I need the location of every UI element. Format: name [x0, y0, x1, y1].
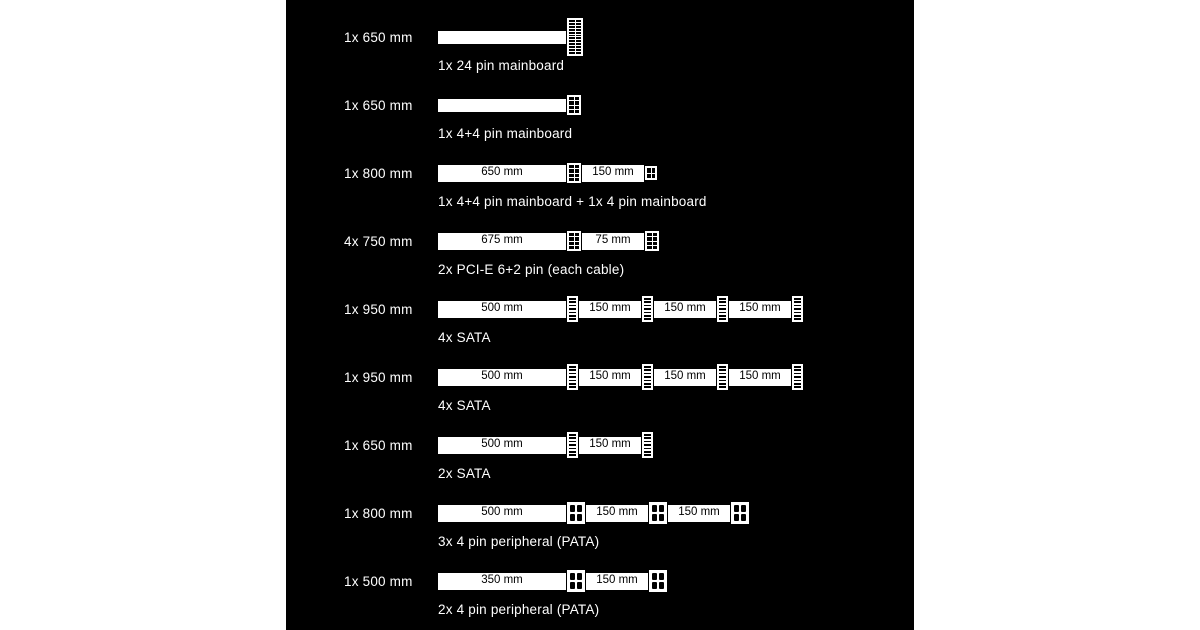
- connector-pin: [569, 37, 575, 39]
- cable-segment-length-label: 150 mm: [589, 369, 631, 382]
- connector-sata-icon: [642, 432, 653, 458]
- connector-pin: [569, 169, 574, 172]
- cable-segment: [579, 301, 641, 318]
- connector-pin: [719, 318, 726, 320]
- connector-pin: [644, 437, 651, 439]
- connector-pin: [569, 52, 575, 54]
- connector-pin: [577, 573, 582, 580]
- connector-pin: [569, 301, 576, 303]
- connector-pin: [659, 582, 664, 589]
- connector-pin: [719, 369, 726, 371]
- cable-segment-length-label: 150 mm: [589, 437, 631, 450]
- connector-pin: [719, 383, 726, 385]
- cable-segment: [582, 233, 644, 250]
- cable-quantity-label: 4x 750 mm: [344, 234, 413, 249]
- connector-pin: [652, 514, 657, 521]
- connector-pin: [569, 106, 574, 109]
- cable-graphic: [438, 430, 654, 460]
- connector-pin: [734, 505, 739, 512]
- connector-pin: [647, 233, 652, 236]
- connector-pin: [644, 383, 651, 385]
- cable-quantity-label: 1x 800 mm: [344, 166, 413, 181]
- connector-pin: [569, 369, 576, 371]
- cable-description-label: 3x 4 pin peripheral (PATA): [438, 534, 600, 549]
- cable-segment-length-label: 150 mm: [739, 369, 781, 382]
- cable-quantity-label: 1x 650 mm: [344, 98, 413, 113]
- connector-pin: [569, 366, 576, 368]
- connector-pin: [719, 376, 726, 378]
- cable-row: [286, 348, 914, 426]
- connector-pin: [576, 37, 582, 39]
- cable-quantity-label: 1x 500 mm: [344, 574, 413, 589]
- connector-pin: [644, 376, 651, 378]
- connector-pin: [794, 305, 801, 307]
- cable-segment-length-label: 75 mm: [595, 233, 631, 246]
- connector-pin: [794, 308, 801, 310]
- connector-pin: [575, 101, 580, 104]
- cable-segment-length-label: 500 mm: [481, 301, 523, 314]
- connector-pin: [794, 312, 801, 314]
- connector-pin: [794, 318, 801, 320]
- connector-pin: [576, 46, 582, 48]
- connector-pata-icon: [649, 502, 667, 524]
- connector-pin: [569, 20, 575, 22]
- cable-quantity-label: 1x 950 mm: [344, 302, 413, 317]
- connector-pin: [644, 305, 651, 307]
- connector-pin: [647, 237, 652, 240]
- connector-pin: [652, 174, 656, 179]
- connector-pin: [569, 448, 576, 450]
- connector-pin: [569, 386, 576, 388]
- connector-pin: [569, 441, 576, 443]
- connector-pin: [569, 434, 576, 436]
- connector-sata-icon: [792, 296, 803, 322]
- connector-pin: [719, 373, 726, 375]
- connector-pin: [794, 373, 801, 375]
- connector-sata-icon: [642, 364, 653, 390]
- cable-quantity-label: 1x 650 mm: [344, 438, 413, 453]
- connector-pin: [569, 454, 576, 456]
- cable-segment: [438, 369, 566, 386]
- connector-pin: [569, 380, 576, 382]
- cable-row: [286, 484, 914, 562]
- connector-pin: [575, 246, 580, 249]
- connector-pin: [575, 233, 580, 236]
- connector-pata-icon: [731, 502, 749, 524]
- cable-description-label: 4x SATA: [438, 330, 491, 345]
- cable-row: [286, 144, 914, 222]
- connector-sata-icon: [567, 432, 578, 458]
- connector-pin: [644, 448, 651, 450]
- cable-segment-length-label: 500 mm: [481, 437, 523, 450]
- connector-pin: [644, 434, 651, 436]
- connector-24-pin-icon: [567, 18, 583, 56]
- connector-pin: [653, 246, 658, 249]
- connector-pin: [576, 43, 582, 45]
- connector-pin: [576, 26, 582, 28]
- connector-8-pin-icon: [567, 231, 581, 251]
- connector-8-pin-icon: [567, 95, 581, 115]
- cable-description-label: 4x SATA: [438, 398, 491, 413]
- connector-pin: [644, 298, 651, 300]
- cable-graphic: [438, 90, 582, 120]
- connector-pin: [741, 505, 746, 512]
- cable-segment: [438, 573, 566, 590]
- connector-pin: [575, 242, 580, 245]
- cable-segment: [438, 505, 566, 522]
- connector-pin: [719, 380, 726, 382]
- cable-segment: [438, 31, 566, 44]
- connector-pin: [569, 174, 574, 177]
- connector-pin: [569, 165, 574, 168]
- connector-pin: [569, 26, 575, 28]
- connector-pin: [644, 318, 651, 320]
- connector-pin: [569, 49, 575, 51]
- connector-pin: [569, 451, 576, 453]
- connector-pin: [576, 49, 582, 51]
- connector-sata-icon: [567, 296, 578, 322]
- connector-pin: [570, 573, 575, 580]
- connector-pin: [794, 301, 801, 303]
- cable-segment: [438, 99, 566, 112]
- connector-pin: [575, 165, 580, 168]
- connector-pin: [719, 386, 726, 388]
- cable-segment: [586, 573, 648, 590]
- cable-segment-length-label: 150 mm: [592, 165, 634, 178]
- connector-pin: [569, 178, 574, 181]
- cable-quantity-label: 1x 800 mm: [344, 506, 413, 521]
- connector-pin: [653, 233, 658, 236]
- cable-segment: [579, 437, 641, 454]
- cable-row: [286, 280, 914, 358]
- cable-graphic: [438, 498, 750, 528]
- cable-segment-length-label: 650 mm: [481, 165, 523, 178]
- connector-pin: [570, 582, 575, 589]
- cable-segment-length-label: 150 mm: [664, 369, 706, 382]
- cable-description-label: 1x 4+4 pin mainboard + 1x 4 pin mainboard: [438, 194, 707, 209]
- connector-pin: [647, 246, 652, 249]
- connector-pin: [644, 369, 651, 371]
- connector-pin: [576, 52, 582, 54]
- cable-segment: [438, 233, 566, 250]
- connector-pin: [644, 380, 651, 382]
- connector-pin: [719, 315, 726, 317]
- connector-pin: [719, 305, 726, 307]
- connector-pin: [719, 366, 726, 368]
- cable-description-label: 1x 24 pin mainboard: [438, 58, 565, 73]
- connector-pin: [659, 573, 664, 580]
- connector-pin: [575, 106, 580, 109]
- cable-segment: [438, 437, 566, 454]
- connector-pin: [569, 318, 576, 320]
- connector-pin: [577, 505, 582, 512]
- cable-segment-length-label: 500 mm: [481, 369, 523, 382]
- connector-pin: [644, 315, 651, 317]
- connector-pin: [719, 301, 726, 303]
- connector-pin: [569, 23, 575, 25]
- connector-pin: [794, 298, 801, 300]
- connector-pata-icon: [567, 502, 585, 524]
- connector-pin: [794, 376, 801, 378]
- connector-pin: [644, 386, 651, 388]
- cable-graphic: [438, 22, 584, 52]
- connector-pin: [575, 97, 580, 100]
- connector-pin: [734, 514, 739, 521]
- connector-pin: [569, 315, 576, 317]
- connector-pata-icon: [567, 570, 585, 592]
- connector-pin: [577, 582, 582, 589]
- connector-pin: [569, 29, 575, 31]
- cable-graphic: [438, 294, 804, 324]
- connector-pin: [569, 437, 576, 439]
- connector-pin: [644, 312, 651, 314]
- connector-pin: [719, 312, 726, 314]
- connector-pin: [569, 32, 575, 34]
- connector-pin: [652, 505, 657, 512]
- connector-pin: [569, 110, 574, 113]
- connector-sata-icon: [717, 296, 728, 322]
- connector-sata-icon: [717, 364, 728, 390]
- cable-segment: [729, 301, 791, 318]
- cable-row: [286, 212, 914, 290]
- cable-row: [286, 76, 914, 154]
- cable-quantity-label: 1x 950 mm: [344, 370, 413, 385]
- cable-segment-length-label: 150 mm: [739, 301, 781, 314]
- connector-pin: [576, 20, 582, 22]
- connector-pin: [644, 441, 651, 443]
- cable-description-label: 2x SATA: [438, 466, 491, 481]
- connector-pin: [570, 514, 575, 521]
- connector-pin: [569, 43, 575, 45]
- cable-segment-length-label: 150 mm: [589, 301, 631, 314]
- connector-sata-icon: [567, 364, 578, 390]
- connector-pin: [569, 373, 576, 375]
- connector-pin: [653, 242, 658, 245]
- cable-graphic: [438, 226, 660, 256]
- cable-segment: [438, 301, 566, 318]
- connector-pin: [576, 35, 582, 37]
- connector-8-pin-icon: [567, 163, 581, 183]
- connector-pin: [569, 101, 574, 104]
- connector-4-pin-icon: [645, 166, 657, 180]
- connector-pin: [644, 444, 651, 446]
- connector-pin: [569, 383, 576, 385]
- connector-pin: [794, 366, 801, 368]
- connector-pin: [569, 242, 574, 245]
- connector-pin: [575, 110, 580, 113]
- cable-segment-length-label: 150 mm: [678, 505, 720, 518]
- connector-pata-icon: [649, 570, 667, 592]
- cable-quantity-label: 1x 650 mm: [344, 30, 413, 45]
- connector-pin: [647, 174, 651, 179]
- connector-pin: [719, 308, 726, 310]
- cable-row: [286, 552, 914, 630]
- cable-graphic: [438, 158, 658, 188]
- cable-list-panel: [286, 0, 914, 630]
- connector-pin: [659, 505, 664, 512]
- connector-pin: [569, 237, 574, 240]
- connector-pin: [569, 35, 575, 37]
- connector-pin: [569, 97, 574, 100]
- cable-graphic: [438, 566, 668, 596]
- connector-pin: [577, 514, 582, 521]
- connector-pin: [652, 573, 657, 580]
- connector-pin: [659, 514, 664, 521]
- cable-segment-length-label: 500 mm: [481, 505, 523, 518]
- connector-pin: [644, 373, 651, 375]
- connector-pin: [644, 451, 651, 453]
- cable-segment: [654, 369, 716, 386]
- connector-pin: [569, 444, 576, 446]
- cable-segment: [654, 301, 716, 318]
- cable-graphic: [438, 362, 804, 392]
- cable-segment-length-label: 150 mm: [664, 301, 706, 314]
- connector-pin: [741, 514, 746, 521]
- cable-row: [286, 8, 914, 86]
- connector-pin: [569, 298, 576, 300]
- connector-pin: [569, 46, 575, 48]
- connector-pin: [569, 312, 576, 314]
- connector-pin: [575, 169, 580, 172]
- connector-pin: [644, 366, 651, 368]
- cable-segment-length-label: 150 mm: [596, 505, 638, 518]
- connector-pin: [570, 505, 575, 512]
- cable-segment: [729, 369, 791, 386]
- connector-pin: [569, 40, 575, 42]
- connector-pin: [575, 178, 580, 181]
- connector-pin: [569, 305, 576, 307]
- connector-pin: [575, 237, 580, 240]
- cable-segment: [438, 165, 566, 182]
- connector-pin: [576, 23, 582, 25]
- cable-segment: [586, 505, 648, 522]
- connector-pin: [569, 376, 576, 378]
- cable-row: [286, 416, 914, 494]
- connector-pin: [794, 386, 801, 388]
- connector-pin: [569, 246, 574, 249]
- connector-sata-icon: [792, 364, 803, 390]
- connector-pin: [576, 29, 582, 31]
- connector-pin: [794, 315, 801, 317]
- cable-segment: [582, 165, 644, 182]
- connector-pin: [652, 582, 657, 589]
- connector-pin: [794, 383, 801, 385]
- cable-segment-length-label: 150 mm: [596, 573, 638, 586]
- connector-pin: [575, 174, 580, 177]
- connector-pin: [653, 237, 658, 240]
- connector-pin: [576, 32, 582, 34]
- connector-pin: [644, 308, 651, 310]
- cable-segment: [579, 369, 641, 386]
- connector-pin: [719, 298, 726, 300]
- connector-pin: [794, 369, 801, 371]
- connector-sata-icon: [642, 296, 653, 322]
- connector-pin: [569, 233, 574, 236]
- cable-segment-length-label: 350 mm: [481, 573, 523, 586]
- cable-description-label: 1x 4+4 pin mainboard: [438, 126, 573, 141]
- connector-8-pin-icon: [645, 231, 659, 251]
- connector-pin: [569, 308, 576, 310]
- cable-segment-length-label: 675 mm: [481, 233, 523, 246]
- connector-pin: [647, 168, 651, 173]
- cable-description-label: 2x 4 pin peripheral (PATA): [438, 602, 600, 617]
- connector-pin: [652, 168, 656, 173]
- cable-description-label: 2x PCI-E 6+2 pin (each cable): [438, 262, 625, 277]
- cable-segment: [668, 505, 730, 522]
- connector-pin: [644, 454, 651, 456]
- connector-pin: [794, 380, 801, 382]
- connector-pin: [647, 242, 652, 245]
- connector-pin: [576, 40, 582, 42]
- connector-pin: [644, 301, 651, 303]
